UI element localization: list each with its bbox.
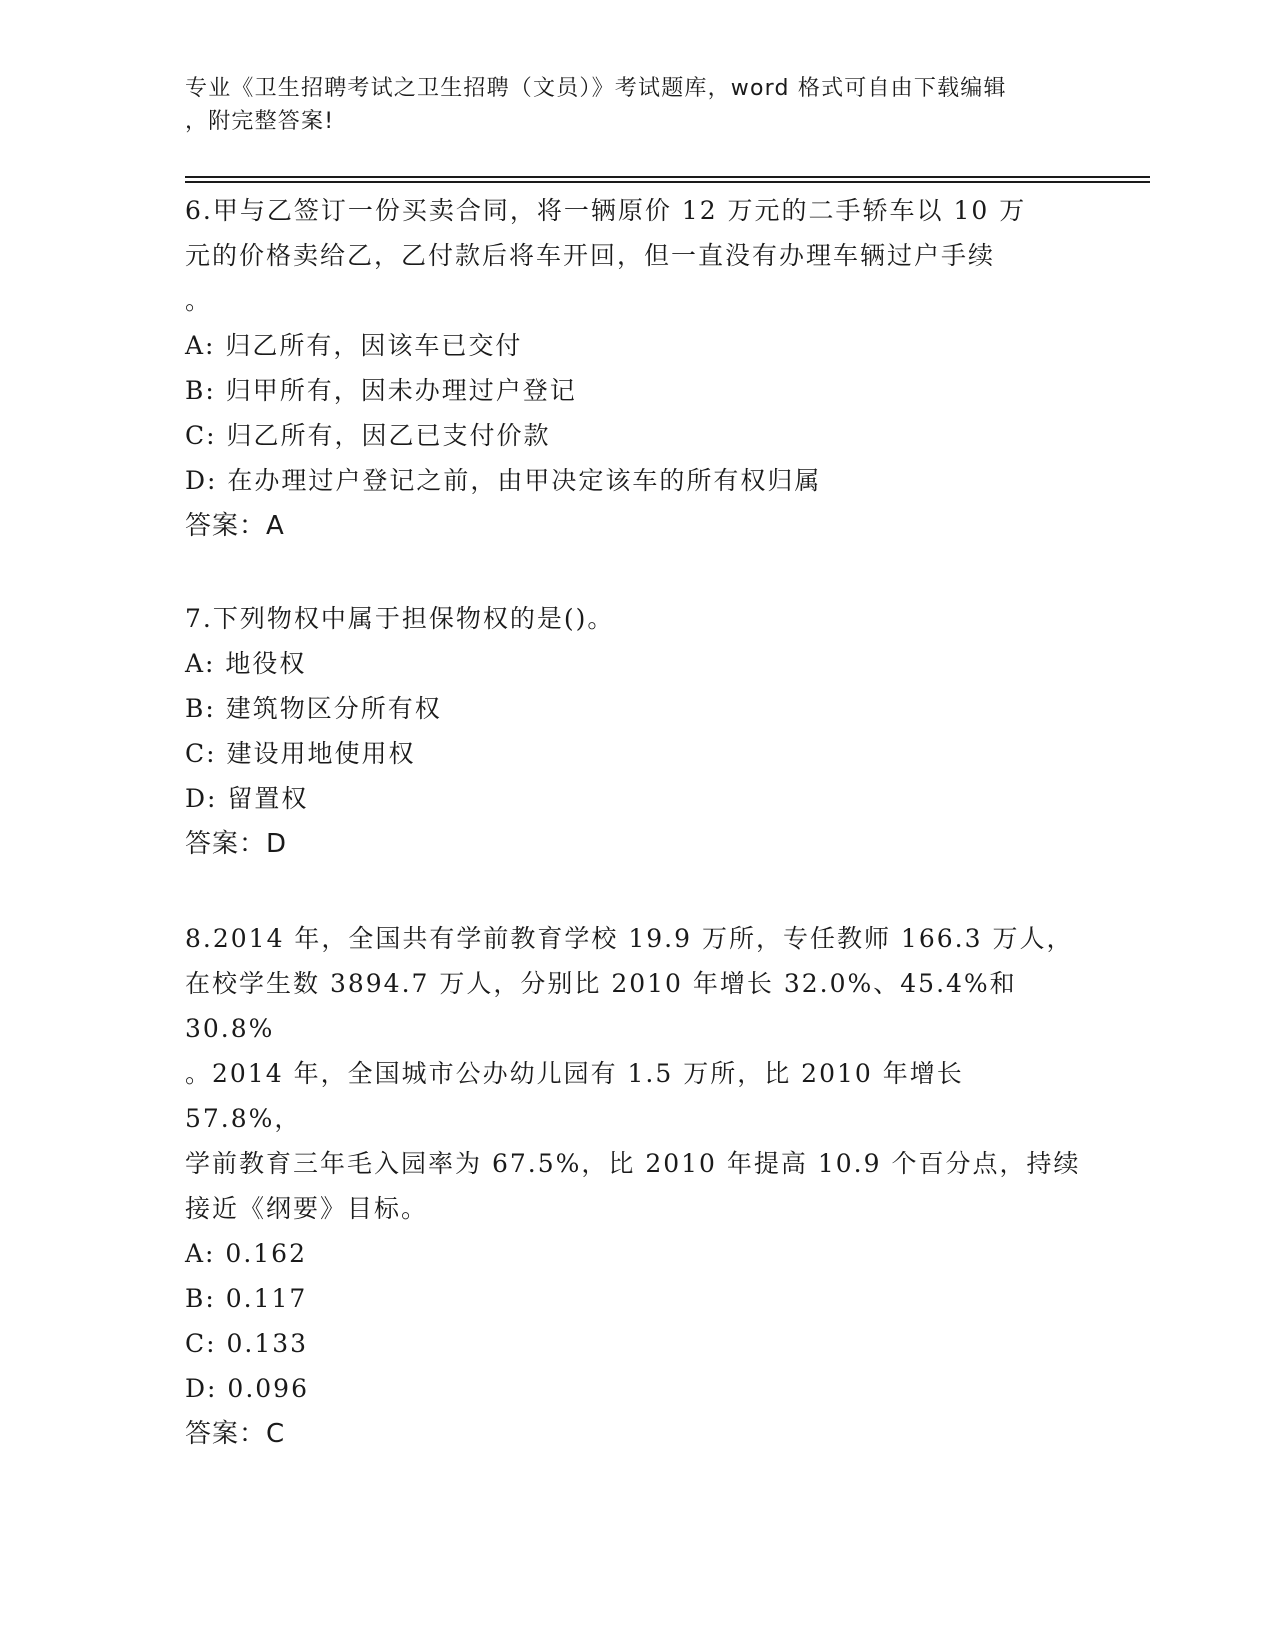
option-d: D: 留置权 — [185, 784, 309, 813]
option-a: A: 归乙所有，因该车已交付 — [185, 331, 523, 360]
question-7 — [185, 596, 1085, 867]
question-stem-line: 8.2014 年，全国共有学前教育学校 19.9 万所，专任教师 166.3 万人， — [185, 924, 1074, 953]
option-a: A: 0.162 — [185, 1239, 307, 1268]
question-stem-line: 。 — [185, 286, 213, 315]
option-b: B: 建筑物区分所有权 — [185, 694, 442, 723]
header-divider-bottom — [185, 181, 1150, 183]
header-line-2: ，附完整答案! — [185, 109, 335, 134]
option-b: B: 0.117 — [185, 1284, 308, 1313]
question-8 — [185, 916, 1085, 1457]
answer-line: 答案：D — [185, 829, 288, 859]
option-c: C: 归乙所有，因乙已支付价款 — [185, 421, 551, 450]
option-a: A: 地役权 — [185, 649, 307, 678]
question-stem-line: 元的价格卖给乙，乙付款后将车开回，但一直没有办理车辆过户手续 — [185, 241, 996, 270]
question-stem-line: 7.下列物权中属于担保物权的是()。 — [185, 604, 615, 633]
question-stem-line: 学前教育三年毛入园率为 67.5%，比 2010 年提高 10.9 个百分点，持续 — [185, 1149, 1081, 1178]
header-divider-top — [185, 176, 1150, 178]
option-b: B: 归甲所有，因未办理过户登记 — [185, 376, 577, 405]
question-stem-line: 在校学生数 3894.7 万人，分别比 2010 年增长 32.0%、45.4%和 30.8% — [185, 969, 1017, 1043]
option-d: D: 0.096 — [185, 1374, 309, 1403]
question-6 — [185, 188, 1085, 549]
option-c: C: 0.133 — [185, 1329, 309, 1358]
option-d: D: 在办理过户登记之前，由甲决定该车的所有权归属 — [185, 466, 822, 495]
option-c: C: 建设用地使用权 — [185, 739, 416, 768]
question-stem-line: 接近《纲要》目标。 — [185, 1194, 429, 1223]
header-line-1: 专业《卫生招聘考试之卫生招聘（文员）》考试题库，word 格式可自由下载编辑 — [185, 76, 1007, 101]
question-stem-line: 。2014 年，全国城市公办幼儿园有 1.5 万所，比 2010 年增长 57.8%， — [185, 1059, 964, 1133]
answer-line: 答案：A — [185, 511, 285, 541]
answer-line: 答案：C — [185, 1419, 286, 1449]
question-stem-line: 6.甲与乙签订一份买卖合同，将一辆原价 12 万元的二手轿车以 10 万 — [185, 196, 1027, 225]
document-header — [185, 72, 1065, 138]
